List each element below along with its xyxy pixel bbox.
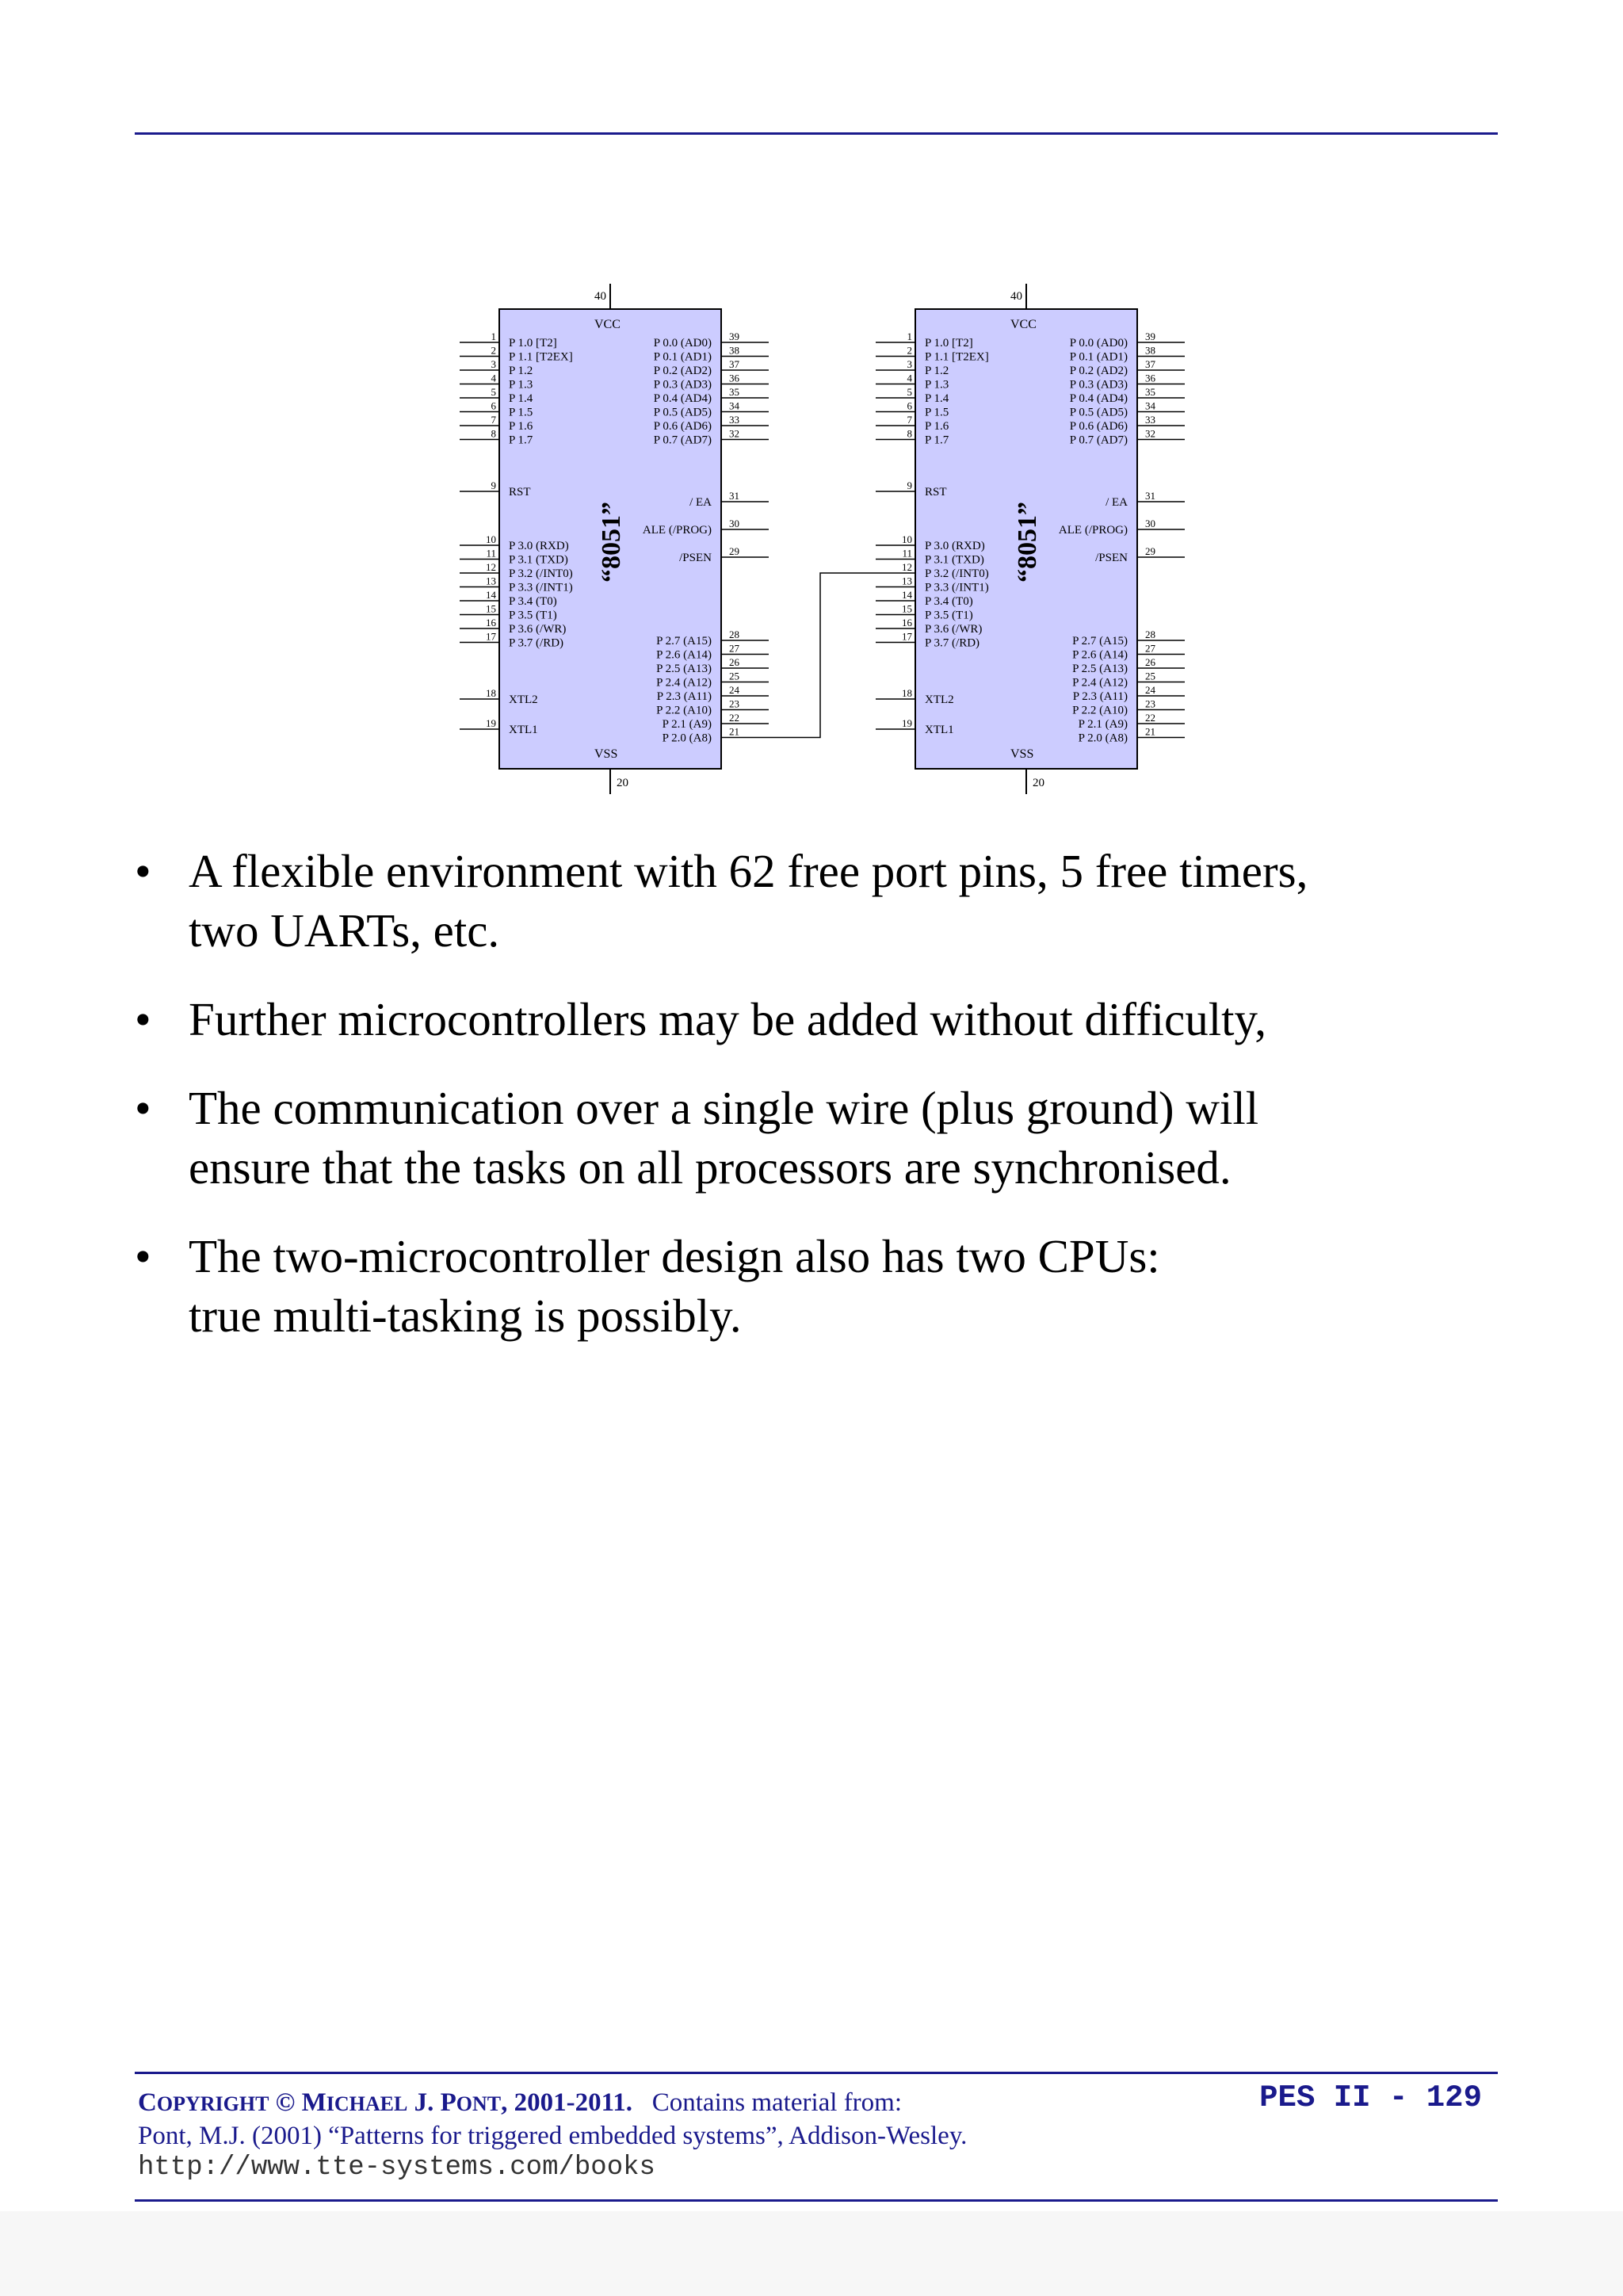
rst-pin-number: 9 — [907, 479, 912, 491]
chip-name-label: “8051” — [1013, 502, 1042, 583]
port1-pin-number: 7 — [491, 414, 496, 426]
port0-pin-number: 34 — [729, 399, 739, 412]
port3-pin-number: 14 — [902, 589, 912, 601]
port1-pin-number: 2 — [491, 344, 496, 357]
port3-pin-number: 13 — [902, 575, 912, 587]
bullet-item: • A flexible environment with 62 free port pins, 5 free timers, two UARTs, etc. — [135, 842, 1482, 961]
port1-pin-label: P 1.3 — [925, 378, 949, 392]
port3-pin-label: P 3.3 (/INT1) — [925, 581, 989, 594]
port0-pin-label: P 0.4 (AD4) — [1069, 392, 1128, 405]
port0-pin-number: 37 — [729, 358, 739, 370]
port1-pin-label: P 1.7 — [925, 434, 949, 447]
port0-pin-number: 38 — [1145, 344, 1155, 357]
port2-pin-label: P 2.4 (A12) — [1072, 676, 1128, 690]
port3-pin-number: 14 — [486, 589, 496, 601]
xtal2-pin-number: 18 — [902, 687, 912, 699]
port3-pin-number: 17 — [902, 630, 912, 643]
bullet-list — [135, 842, 1482, 1375]
port0-pin-label: P 0.1 (AD1) — [1069, 350, 1128, 364]
port1-pin-label: P 1.5 — [925, 406, 949, 419]
ale-pin-label: ALE (/PROG) — [642, 524, 712, 537]
ea-pin-label: / EA — [689, 496, 712, 509]
ale-pin-number: 30 — [1145, 518, 1155, 529]
port3-pin-number: 12 — [902, 561, 912, 573]
xtal1-pin-number: 19 — [902, 717, 912, 729]
vcc-label: VCC — [1010, 318, 1037, 331]
chip-name-label: “8051” — [597, 502, 626, 583]
bottom-margin — [0, 2211, 1623, 2296]
port2-pin-number: 25 — [729, 670, 739, 682]
port3-pin-label: P 3.7 (/RD) — [925, 636, 980, 650]
port3-pin-number: 10 — [486, 533, 496, 545]
port2-pin-label: P 2.7 (A15) — [656, 635, 712, 648]
port0-pin-number: 32 — [729, 427, 739, 440]
port1-pin-number: 2 — [907, 344, 912, 357]
port1-pin-label: P 1.6 — [925, 420, 949, 433]
port3-pin-number: 15 — [486, 602, 496, 615]
port1-pin-number: 1 — [907, 330, 912, 342]
port2-pin-label: P 2.5 (A13) — [656, 663, 712, 675]
port1-pin-number: 1 — [491, 330, 496, 342]
port0-pin-label: P 0.2 (AD2) — [1069, 365, 1128, 377]
port3-pin-label: P 3.6 (/WR) — [509, 623, 567, 636]
port2-pin-number: 22 — [1145, 712, 1155, 724]
port0-pin-label: P 0.5 (AD5) — [1069, 406, 1128, 419]
vcc-pin-number: 40 — [1010, 290, 1022, 303]
port3-pin-number: 11 — [902, 547, 912, 560]
citation: Pont, M.J. (2001) “Patterns for triggered embedded systems”, Addison-Wesley. — [138, 2122, 968, 2150]
port0-pin-label: P 0.3 (AD3) — [653, 378, 712, 392]
port2-pin-number: 25 — [1145, 670, 1155, 682]
vss-label: VSS — [594, 747, 618, 761]
port2-pin-label: P 2.1 (A9) — [662, 718, 712, 731]
port1-pin-number: 5 — [907, 386, 912, 398]
books-url: http://www.tte-systems.com/books — [138, 2153, 655, 2183]
port2-pin-number: 27 — [729, 642, 739, 655]
port2-pin-number: 26 — [1145, 656, 1155, 668]
port1-pin-label: P 1.0 [T2] — [925, 337, 973, 350]
port0-pin-number: 33 — [729, 414, 739, 426]
port2-pin-number: 24 — [729, 684, 739, 696]
footer-rule-bottom — [135, 2199, 1498, 2202]
ea-pin-number: 31 — [729, 490, 739, 502]
vss-label: VSS — [1010, 747, 1034, 761]
port0-pin-number: 37 — [1145, 358, 1155, 370]
port3-pin-label: P 3.0 (RXD) — [925, 540, 985, 552]
port0-pin-number: 35 — [729, 386, 739, 398]
bullet-dot-icon: • — [135, 1082, 151, 1134]
contains-material: Contains material from: — [651, 2088, 903, 2117]
xtal1-pin-label: XTL1 — [509, 724, 538, 736]
port3-pin-number: 13 — [486, 575, 496, 587]
port3-pin-label: P 3.0 (RXD) — [509, 540, 569, 552]
port2-pin-number: 28 — [729, 628, 739, 640]
port2-pin-label: P 2.2 (A10) — [1072, 704, 1128, 717]
vcc-label: VCC — [594, 318, 621, 331]
port0-pin-number: 32 — [1145, 427, 1155, 440]
port3-pin-label: P 3.5 (T1) — [509, 609, 557, 622]
port3-pin-number: 17 — [486, 630, 496, 643]
port3-pin-label: P 3.5 (T1) — [925, 609, 973, 622]
xtal2-pin-label: XTL2 — [925, 693, 954, 706]
xtal2-pin-number: 18 — [486, 687, 496, 699]
port1-pin-number: 4 — [907, 372, 912, 384]
port0-pin-number: 36 — [1145, 372, 1155, 384]
port2-pin-label: P 2.3 (A11) — [1072, 690, 1128, 703]
port3-pin-label: P 3.6 (/WR) — [925, 623, 983, 636]
port2-pin-number: 21 — [1145, 725, 1155, 738]
port1-pin-label: P 1.1 [T2EX] — [509, 350, 573, 364]
copyright-line — [138, 2087, 1168, 2120]
port3-pin-number: 16 — [902, 617, 912, 628]
port1-pin-label: P 1.2 — [509, 365, 533, 377]
port0-pin-label: P 0.4 (AD4) — [653, 392, 712, 405]
psen-pin-number: 29 — [729, 545, 739, 557]
port3-pin-label: P 3.2 (/INT0) — [925, 567, 989, 580]
port2-pin-label: P 2.5 (A13) — [1072, 663, 1128, 675]
header-rule — [135, 132, 1498, 135]
footer-rule-top — [135, 2072, 1498, 2074]
port2-pin-number: 23 — [1145, 697, 1155, 710]
bullet-item: • The communication over a single wire (plus ground) will ensure that the tasks on all processors are synchronised. — [135, 1079, 1482, 1198]
bullet-item: • Further microcontrollers may be added without difficulty, — [135, 990, 1482, 1049]
vss-pin-number: 20 — [1033, 777, 1044, 789]
port1-pin-number: 8 — [907, 427, 912, 440]
port0-pin-label: P 0.3 (AD3) — [1069, 378, 1128, 392]
port2-pin-label: P 2.2 (A10) — [656, 704, 712, 717]
rst-pin-number: 9 — [491, 479, 496, 491]
port2-pin-number: 24 — [1145, 684, 1155, 696]
port0-pin-label: P 0.0 (AD0) — [653, 337, 712, 350]
port0-pin-label: P 0.0 (AD0) — [1069, 337, 1128, 350]
port3-pin-number: 15 — [902, 602, 912, 615]
ale-pin-label: ALE (/PROG) — [1058, 524, 1128, 537]
page-number: PES II - 129 — [1259, 2080, 1482, 2115]
psen-pin-label: /PSEN — [679, 552, 712, 564]
port1-pin-number: 8 — [491, 427, 496, 440]
psen-pin-label: /PSEN — [1095, 552, 1128, 564]
port2-pin-number: 21 — [729, 725, 739, 738]
port0-pin-label: P 0.7 (AD7) — [1069, 434, 1128, 447]
port3-pin-label: P 3.3 (/INT1) — [509, 581, 573, 594]
port0-pin-label: P 0.5 (AD5) — [653, 406, 712, 419]
ea-pin-number: 31 — [1145, 490, 1155, 502]
rst-pin-label: RST — [925, 486, 947, 499]
port1-pin-label: P 1.6 — [509, 420, 533, 433]
port0-pin-label: P 0.6 (AD6) — [653, 420, 712, 433]
port0-pin-number: 36 — [729, 372, 739, 384]
port2-pin-number: 22 — [729, 712, 739, 724]
interconnect-wire — [769, 573, 876, 738]
two-8051-schematic — [444, 277, 1236, 800]
port3-pin-label: P 3.4 (T0) — [925, 595, 973, 608]
port0-pin-number: 35 — [1145, 386, 1155, 398]
port0-pin-number: 39 — [729, 330, 739, 342]
port2-pin-label: P 2.6 (A14) — [1072, 648, 1128, 662]
port1-pin-label: P 1.2 — [925, 365, 949, 377]
port0-pin-label: P 0.2 (AD2) — [653, 365, 712, 377]
footer-credits — [138, 2087, 1168, 2183]
port1-pin-number: 3 — [491, 358, 496, 370]
psen-pin-number: 29 — [1145, 545, 1155, 557]
port3-pin-label: P 3.2 (/INT0) — [509, 567, 573, 580]
bullet-dot-icon: • — [135, 1230, 151, 1282]
port2-pin-number: 26 — [729, 656, 739, 668]
port2-pin-number: 27 — [1145, 642, 1155, 655]
port2-pin-label: P 2.3 (A11) — [656, 690, 712, 703]
bullet-dot-icon: • — [135, 845, 151, 897]
port1-pin-label: P 1.1 [T2EX] — [925, 350, 989, 364]
port3-pin-label: P 3.4 (T0) — [509, 595, 557, 608]
port3-pin-number: 16 — [486, 617, 496, 628]
port1-pin-number: 3 — [907, 358, 912, 370]
port1-pin-label: P 1.3 — [509, 378, 533, 392]
bullet-item: • The two-microcontroller design also has two CPUs: true multi-tasking is possibly. — [135, 1227, 1482, 1346]
xtal2-pin-label: XTL2 — [509, 693, 538, 706]
port1-pin-number: 6 — [907, 399, 912, 412]
port3-pin-number: 12 — [486, 561, 496, 573]
port3-pin-label: P 3.1 (TXD) — [509, 553, 568, 567]
port3-pin-number: 11 — [486, 547, 496, 560]
port2-pin-number: 28 — [1145, 628, 1155, 640]
port1-pin-number: 7 — [907, 414, 912, 426]
port3-pin-label: P 3.7 (/RD) — [509, 636, 564, 650]
port0-pin-label: P 0.7 (AD7) — [653, 434, 712, 447]
port2-pin-label: P 2.0 (A8) — [662, 732, 712, 745]
port1-pin-label: P 1.0 [T2] — [509, 337, 557, 350]
vcc-pin-number: 40 — [594, 290, 606, 303]
port2-pin-label: P 2.7 (A15) — [1072, 635, 1128, 648]
port0-pin-label: P 0.6 (AD6) — [1069, 420, 1128, 433]
port1-pin-number: 5 — [491, 386, 496, 398]
port1-pin-label: P 1.5 — [509, 406, 533, 419]
port0-pin-number: 38 — [729, 344, 739, 357]
vss-pin-number: 20 — [617, 777, 628, 789]
port2-pin-number: 23 — [729, 697, 739, 710]
port0-pin-number: 34 — [1145, 399, 1155, 412]
xtal1-pin-number: 19 — [486, 717, 496, 729]
rst-pin-label: RST — [509, 486, 531, 499]
port0-pin-number: 33 — [1145, 414, 1155, 426]
ea-pin-label: / EA — [1106, 496, 1128, 509]
copyright-notice: COPYRIGHT © MICHAEL J. PONT, 2001-2011. — [138, 2088, 632, 2117]
xtal1-pin-label: XTL1 — [925, 724, 954, 736]
port2-pin-label: P 2.6 (A14) — [656, 648, 712, 662]
port1-pin-number: 4 — [491, 372, 496, 384]
port1-pin-label: P 1.4 — [925, 392, 949, 405]
port3-pin-number: 10 — [902, 533, 912, 545]
port2-pin-label: P 2.0 (A8) — [1078, 732, 1128, 745]
port1-pin-number: 6 — [491, 399, 496, 412]
port2-pin-label: P 2.4 (A12) — [656, 676, 712, 690]
bullet-dot-icon: • — [135, 993, 151, 1045]
port1-pin-label: P 1.4 — [509, 392, 533, 405]
ale-pin-number: 30 — [729, 518, 739, 529]
port0-pin-number: 39 — [1145, 330, 1155, 342]
port3-pin-label: P 3.1 (TXD) — [925, 553, 984, 567]
port0-pin-label: P 0.1 (AD1) — [653, 350, 712, 364]
port1-pin-label: P 1.7 — [509, 434, 533, 447]
port2-pin-label: P 2.1 (A9) — [1078, 718, 1128, 731]
